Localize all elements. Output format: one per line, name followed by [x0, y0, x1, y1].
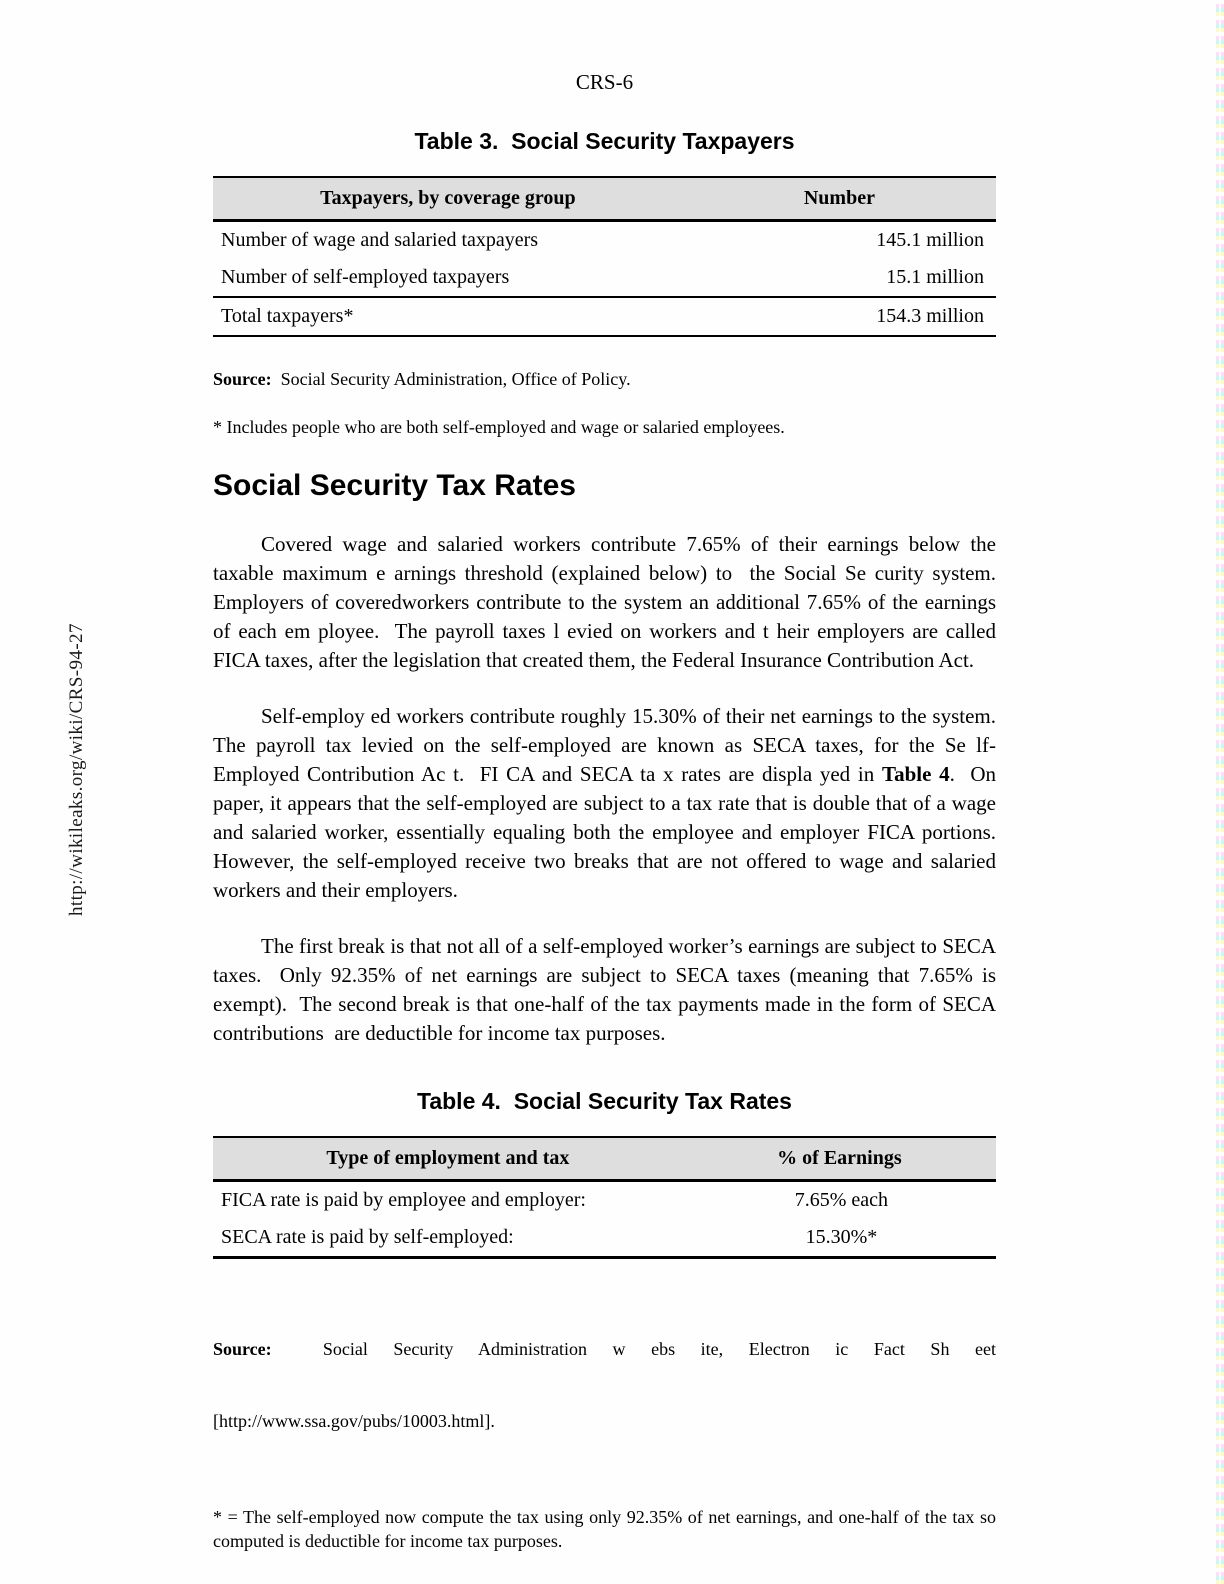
table4-header-row: [213, 1137, 996, 1181]
table3-title: Table 3. Social Security Taxpayers: [414, 128, 795, 154]
table4-source-line1: [213, 1337, 996, 1361]
paragraph-seca: [213, 702, 1007, 905]
table-row: [213, 221, 996, 260]
table3-total-label: Total taxpayers*: [213, 297, 683, 336]
table3-row1-label: Number of wage and salaried taxpayers: [221, 229, 539, 251]
table3-column-header-number: Number: [683, 177, 996, 221]
table4-column-header-earnings: % of Earnings: [683, 1137, 996, 1181]
table3-row2-label: Number of self-employed taxpayers: [221, 266, 510, 288]
table4-title: Table 4. Social Security Tax Rates: [417, 1088, 792, 1114]
paragraph-seca-bold-table-ref: Table 4: [881, 762, 950, 786]
paragraph-seca-text-after: . On paper, it appears that the self-employed are subject to a tax rate that is double that of a wage and salaried worker, essentially equaling both the employee and employer FICA portions. However, the self-employed receive two breaks that are not offered to wage and salaried workers and their employers.: [213, 762, 1007, 902]
source-text: Social Security Administration w ebs ite, Electron ic Fact Sh eet: [271, 1339, 996, 1359]
table3-column-header-group: Taxpayers, by coverage group: [213, 177, 683, 221]
paragraph-fica: Covered wage and salaried workers contribute 7.65% of their earnings below the taxable maximum e arnings threshold (explained below) to the Social Se curity system. Employers of coveredworkers contribute to the system an additional 7.65% of the earnings of each em ployee. The payroll taxes l evied on workers and t heir employers are called FICA taxes, after the legislation that created them, the Federal Insurance Contribution Act.: [213, 532, 1007, 672]
table4-row1-value: 7.65% each: [794, 1189, 889, 1211]
scan-edge-speckle-strip: [1216, 0, 1224, 1584]
table4-row1-label: FICA rate is paid by employee and employer:: [221, 1189, 586, 1211]
source-label: Source:: [213, 369, 272, 389]
page-header-crs-number: CRS-6: [575, 70, 634, 94]
table3-source-note: [213, 367, 996, 391]
table-row: [213, 259, 996, 297]
table3-row1-value: 145.1 million: [876, 229, 984, 251]
source-label: Source:: [213, 1339, 272, 1359]
table4-row2-label: SECA rate is paid by self-employed:: [213, 1219, 683, 1258]
table3-footnote: * Includes people who are both self-employed and wage or salaried employees.: [213, 417, 785, 437]
paragraph-breaks: The first break is that not all of a self-employed worker’s earnings are subject to SECA taxes. Only 92.35% of net earnings are subject to SECA taxes (meaning that 7.65% is exempt). The second break is that one-half of the tax payments made in the form of SECA contributions are deductible for income tax purposes.: [213, 934, 1002, 1045]
document-page: [213, 0, 1007, 1553]
table3-total-row: [213, 297, 996, 336]
table4-column-header-type: Type of employment and tax: [213, 1137, 683, 1181]
table4-row2-value: 15.30%*: [683, 1219, 996, 1258]
table4-social-security-tax-rates: [213, 1136, 996, 1259]
paragraph-seca-text-before: Self-employ ed workers contribute roughly 15.30% of their net earnings to the system. The payroll tax levied on the self-employed are known as SECA taxes, for the Se lf-Employed Contribution Ac t. FI CA and SECA ta x rates are displa yed in: [213, 704, 1007, 786]
table-row: [213, 1181, 996, 1220]
section-heading: Social Security Tax Rates: [213, 469, 576, 502]
table4-footnote: * = The self-employed now compute the tax using only 92.35% of net earnings, and one-half of the tax so computed is deductible for income tax purposes.: [213, 1507, 1001, 1551]
table-row: [213, 1219, 996, 1258]
table3-row2-value: 15.1 million: [886, 266, 984, 288]
table3-header-row: [213, 177, 996, 221]
table4-source-line2: [http://www.ssa.gov/pubs/10003.html].: [213, 1411, 495, 1431]
source-text: Social Security Administration, Office of Policy.: [271, 369, 631, 389]
sidebar-watermark-url: http://wikileaks.org/wiki/CRS-94-27: [66, 623, 87, 916]
table3-total-value: 154.3 million: [683, 297, 996, 336]
table3-social-security-taxpayers: [213, 176, 996, 337]
table4-source-note: [213, 1289, 996, 1481]
